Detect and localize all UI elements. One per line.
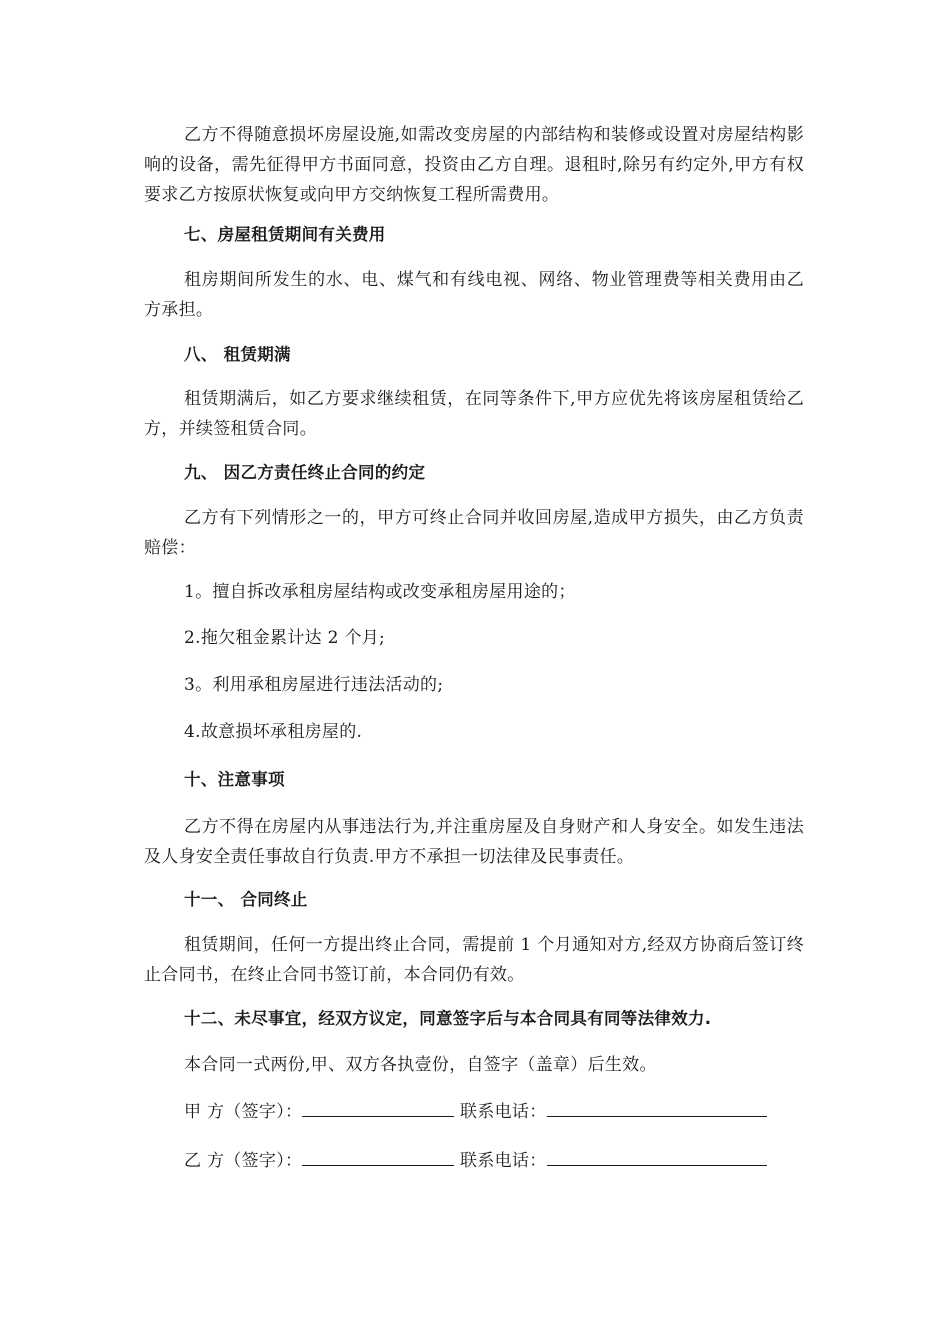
party-a-sign-label: 甲 方（签字）： bbox=[184, 1102, 303, 1122]
clause7-paragraph: 租房期间所发生的水、电、煤气和有线电视、网络、物业管理费等相关费用由乙方承担。 bbox=[144, 270, 804, 320]
clause10-heading: 十、注意事项 bbox=[184, 770, 285, 789]
clause12-heading: 十二、未尽事宜，经双方议定，同意签字后与本合同具有同等法律效力. bbox=[184, 1009, 712, 1028]
party-a-signature-row bbox=[144, 1097, 804, 1127]
clause9-paragraph: 乙方有下列情形之一的，甲方可终止合同并收回房屋,造成甲方损失，由乙方负责赔偿： bbox=[144, 508, 804, 558]
clause8-heading: 八、 租赁期满 bbox=[184, 345, 291, 364]
clause6-paragraph: 乙方不得随意损坏房屋设施,如需改变房屋的内部结构和装修或设置对房屋结构影响的设备，需先征得甲方书面同意，投资由乙方自理。退租时,除另有约定外,甲方有权要求乙方按原状恢复或向甲方交纳恢复工程所需费用。 bbox=[144, 125, 804, 205]
party-a-sign-line[interactable] bbox=[302, 1100, 454, 1117]
party-a-phone-line[interactable] bbox=[547, 1100, 767, 1117]
clause9-heading: 九、 因乙方责任终止合同的约定 bbox=[184, 463, 426, 482]
party-b-signature-row bbox=[144, 1146, 804, 1176]
clause10-paragraph: 乙方不得在房屋内从事违法行为,并注重房屋及自身财产和人身安全。如发生违法及人身安全责任事故自行负责.甲方不承担一切法律及民事责任。 bbox=[144, 817, 804, 867]
party-a-phone-label: 联系电话： bbox=[460, 1102, 547, 1122]
clause11-heading: 十一、 合同终止 bbox=[184, 890, 308, 909]
clause9-item-2: 2.拖欠租金累计达 2 个月; bbox=[184, 628, 386, 648]
party-b-phone-label: 联系电话： bbox=[460, 1151, 547, 1171]
clause12-paragraph: 本合同一式两份,甲、双方各执壹份，自签字（盖章）后生效。 bbox=[184, 1055, 657, 1075]
clause11-paragraph: 租赁期间，任何一方提出终止合同，需提前 1 个月通知对方,经双方协商后签订终止合同书，在终止合同书签订前，本合同仍有效。 bbox=[144, 935, 804, 985]
clause9-item-3: 3。利用承租房屋进行违法活动的; bbox=[184, 675, 444, 695]
party-b-phone-line[interactable] bbox=[547, 1149, 767, 1166]
party-b-sign-label: 乙 方（签字）： bbox=[184, 1151, 303, 1171]
party-b-sign-line[interactable] bbox=[302, 1149, 454, 1166]
clause7-heading: 七、房屋租赁期间有关费用 bbox=[184, 225, 386, 244]
clause9-item-1: 1。擅自拆改承租房屋结构或改变承租房屋用途的； bbox=[184, 582, 576, 602]
clause8-paragraph: 租赁期满后，如乙方要求继续租赁，在同等条件下,甲方应优先将该房屋租赁给乙方，并续签租赁合同。 bbox=[144, 389, 804, 439]
clause9-item-4: 4.故意损坏承租房屋的. bbox=[184, 722, 363, 742]
